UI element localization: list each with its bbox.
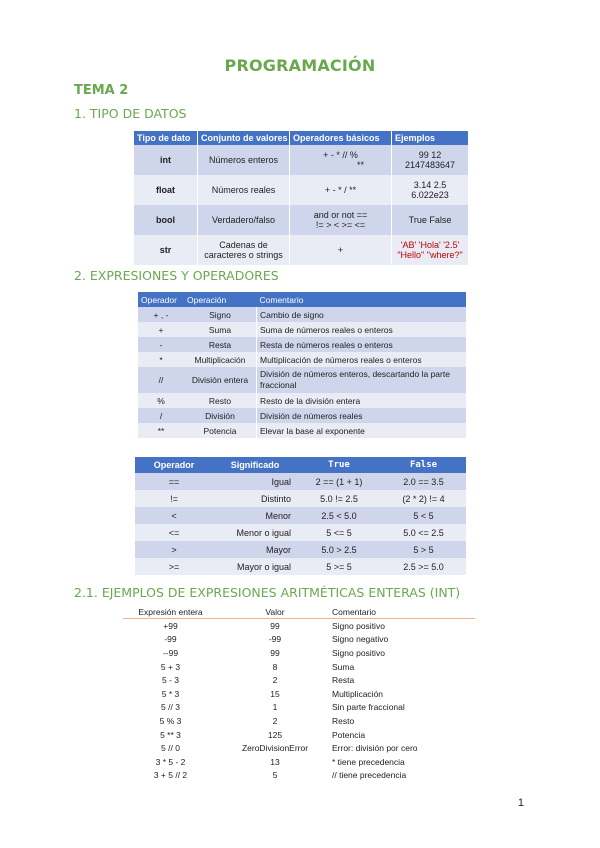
comment-cell: Signo negativo	[332, 634, 389, 645]
type-cell: str	[134, 235, 198, 265]
section-heading-expresiones: 2. EXPRESIONES Y OPERADORES	[74, 268, 279, 283]
values-cell	[198, 235, 290, 265]
header-cell: Operadores básicos	[290, 131, 392, 145]
expression-cell: 3 + 5 // 2	[153, 770, 188, 781]
example-line: 6.022e23	[411, 190, 449, 200]
comment-cell: Sin parte fraccional	[332, 702, 405, 713]
operator-cell: + , -	[138, 307, 184, 322]
meaning-cell: Igual	[213, 473, 297, 490]
false-cell: 5 < 5	[381, 507, 466, 524]
values-cell: Verdadero/falso	[198, 205, 290, 235]
operator-cell: -	[138, 337, 184, 352]
types-table	[134, 131, 469, 265]
table-row	[134, 175, 469, 205]
value-cell: ZeroDivisionError	[241, 743, 309, 754]
table-row	[134, 205, 469, 235]
table-row	[135, 558, 466, 575]
comment-cell: División de números enteros, descartando la parte fraccional	[257, 367, 467, 393]
examples-cell	[392, 235, 469, 265]
ops-cell	[290, 145, 392, 175]
header-cell: Valor	[218, 605, 332, 619]
ops-line: +	[337, 245, 344, 255]
operator-cell: //	[138, 367, 184, 393]
ops-cell	[290, 235, 392, 265]
operators-table	[138, 292, 466, 438]
table-row	[138, 408, 466, 423]
table-row	[123, 673, 475, 687]
type-cell: bool	[134, 205, 198, 235]
header-cell: Operador	[138, 292, 184, 307]
table-row	[135, 541, 466, 558]
false-cell: 2.5 >= 5.0	[381, 558, 466, 575]
operation-cell: División	[184, 408, 257, 423]
operator-cell: %	[138, 393, 184, 408]
false-cell: 5.0 <= 2.5	[381, 524, 466, 541]
comment-cell: Potencia	[332, 729, 366, 740]
section-heading-ejemplos: 2.1. EJEMPLOS DE EXPRESIONES ARITMÉTICAS ENTERAS (INT)	[74, 585, 461, 600]
true-cell: 5.0 != 2.5	[297, 490, 381, 507]
ops-line: + - * // %	[323, 150, 358, 160]
true-cell: 2.5 < 5.0	[297, 507, 381, 524]
value-cell: 1	[272, 702, 278, 713]
examples-cell	[392, 145, 469, 175]
expression-cell: 5 % 3	[159, 715, 182, 726]
examples-cell	[392, 205, 469, 235]
expression-cell: -99	[164, 634, 177, 645]
values-line: caracteres o strings	[204, 250, 283, 260]
true-cell: 5.0 > 2.5	[297, 541, 381, 558]
table-row	[134, 145, 469, 175]
value-cell: 13	[270, 756, 280, 767]
true-cell: 5 >= 5	[297, 558, 381, 575]
page-title: PROGRAMACIÓN	[224, 56, 376, 75]
table-row	[123, 728, 475, 742]
value-cell: 15	[270, 688, 280, 699]
table-row	[123, 660, 475, 674]
operation-cell: División entera	[184, 367, 257, 393]
table-row	[123, 619, 475, 633]
comment-cell: División de números reales	[257, 408, 467, 423]
page-number: 1	[517, 797, 524, 809]
header-cell: Tipo de dato	[134, 131, 198, 145]
table-header-row	[135, 457, 466, 473]
header-cell: Operación	[184, 292, 257, 307]
expression-cell: 5 * 3	[161, 688, 180, 699]
operator-cell: >=	[135, 558, 213, 575]
value-cell: 99	[270, 620, 280, 631]
comment-cell: Multiplicación de números reales o enteros	[257, 352, 467, 367]
table-header-row	[138, 292, 466, 307]
example-line: 3.14 2.5	[413, 180, 447, 190]
comment-cell: Cambio de signo	[257, 307, 467, 322]
comment-cell: Elevar la base al exponente	[257, 423, 467, 438]
table-row	[135, 490, 466, 507]
header-cell: True	[297, 457, 381, 473]
table-row	[138, 322, 466, 337]
values-line: Cadenas de	[219, 240, 268, 250]
value-cell: 2	[272, 715, 278, 726]
ops-line: + - * / **	[324, 185, 357, 195]
examples-cell	[392, 175, 469, 205]
header-cell: Operador	[135, 457, 213, 473]
comment-cell: Suma de números reales o enteros	[257, 322, 467, 337]
expression-cell: 5 // 3	[161, 702, 180, 713]
value-cell: 5	[272, 770, 278, 781]
table-row	[138, 337, 466, 352]
meaning-cell: Menor	[213, 507, 297, 524]
table-row	[123, 741, 475, 755]
operator-cell: <	[135, 507, 213, 524]
table-row	[138, 367, 466, 393]
examples-table	[123, 605, 475, 782]
comment-cell: Signo positivo	[332, 647, 385, 658]
operator-cell: ==	[135, 473, 213, 490]
comment-cell: * tiene precedencia	[332, 756, 405, 767]
type-cell: float	[134, 175, 198, 205]
header-cell: Significado	[213, 457, 297, 473]
table-row	[135, 473, 466, 490]
comment-cell: Error: división por cero	[332, 743, 418, 754]
true-cell: 2 == (1 + 1)	[297, 473, 381, 490]
operator-cell: *	[138, 352, 184, 367]
section-heading-tipo-datos: 1. TIPO DE DATOS	[74, 106, 187, 121]
expression-cell: 5 ** 3	[160, 729, 181, 740]
operation-cell: Signo	[184, 307, 257, 322]
false-cell: (2 * 2) != 4	[381, 490, 466, 507]
table-row	[123, 714, 475, 728]
table-header-row	[123, 605, 475, 619]
operation-cell: Suma	[184, 322, 257, 337]
operator-cell: /	[138, 408, 184, 423]
meaning-cell: Menor o igual	[213, 524, 297, 541]
header-cell: Comentario	[257, 292, 467, 307]
comparison-table	[135, 457, 466, 575]
table-row	[135, 507, 466, 524]
table-row	[123, 755, 475, 769]
example-line: 2147483647	[404, 160, 456, 170]
value-cell: -99	[268, 634, 282, 645]
table-row	[138, 352, 466, 367]
expression-cell: +99	[163, 620, 178, 631]
header-cell: Comentario	[332, 605, 475, 619]
tema-heading: TEMA 2	[74, 83, 129, 98]
table-row	[123, 633, 475, 647]
table-row	[135, 524, 466, 541]
operation-cell: Resto	[184, 393, 257, 408]
values-cell: Números enteros	[198, 145, 290, 175]
header-cell: Expresión entera	[123, 605, 218, 619]
header-cell: Ejemplos	[392, 131, 469, 145]
value-cell: 8	[272, 661, 278, 672]
false-cell: 2.0 == 3.5	[381, 473, 466, 490]
table-header-row	[134, 131, 469, 145]
table-row	[138, 423, 466, 438]
example-line: True False	[408, 215, 452, 225]
example-line: "Hello" "where?"	[397, 250, 463, 260]
value-cell: 2	[272, 675, 278, 686]
operator-cell: !=	[135, 490, 213, 507]
true-cell: 5 <= 5	[297, 524, 381, 541]
operation-cell: Potencia	[184, 423, 257, 438]
table-row	[134, 235, 469, 265]
comment-cell: Resta de números reales o enteros	[257, 337, 467, 352]
value-cell: 125	[267, 729, 283, 740]
meaning-cell: Mayor o igual	[213, 558, 297, 575]
expression-cell: 5 + 3	[160, 661, 181, 672]
values-cell: Números reales	[198, 175, 290, 205]
table-row	[138, 307, 466, 322]
ops-line: **	[356, 160, 364, 170]
ops-cell	[290, 205, 392, 235]
example-line: 'AB' 'Hola' '2.5'	[400, 240, 460, 250]
table-row	[123, 701, 475, 715]
comment-cell: Signo positivo	[332, 620, 385, 631]
table-row	[123, 769, 475, 783]
ops-cell	[290, 175, 392, 205]
operation-cell: Multiplicación	[184, 352, 257, 367]
operator-cell: **	[138, 423, 184, 438]
example-line: 99 12	[418, 150, 442, 160]
ops-line: and or not ==	[313, 210, 368, 220]
comment-cell: Resto	[332, 715, 355, 726]
table-row	[123, 687, 475, 701]
table-row	[123, 646, 475, 660]
value-cell: 99	[270, 647, 280, 658]
expression-cell: 3 * 5 - 2	[155, 756, 186, 767]
comment-cell: Resta	[332, 675, 355, 686]
operation-cell: Resta	[184, 337, 257, 352]
comment-cell: // tiene precedencia	[332, 770, 407, 781]
meaning-cell: Mayor	[213, 541, 297, 558]
false-cell: 5 > 5	[381, 541, 466, 558]
operator-cell: +	[138, 322, 184, 337]
header-cell: False	[381, 457, 466, 473]
type-cell: int	[134, 145, 198, 175]
expression-cell: 5 // 0	[161, 743, 180, 754]
expression-cell: 5 - 3	[161, 675, 179, 686]
expression-cell: --99	[162, 647, 179, 658]
operator-cell: <=	[135, 524, 213, 541]
meaning-cell: Distinto	[213, 490, 297, 507]
ops-line: != > < >= <=	[315, 220, 366, 230]
table-row	[138, 393, 466, 408]
header-cell: Conjunto de valores	[198, 131, 290, 145]
comment-cell: Suma	[332, 661, 355, 672]
comment-cell: Multiplicación	[332, 688, 384, 699]
operator-cell: >	[135, 541, 213, 558]
comment-cell: Resto de la división entera	[257, 393, 467, 408]
